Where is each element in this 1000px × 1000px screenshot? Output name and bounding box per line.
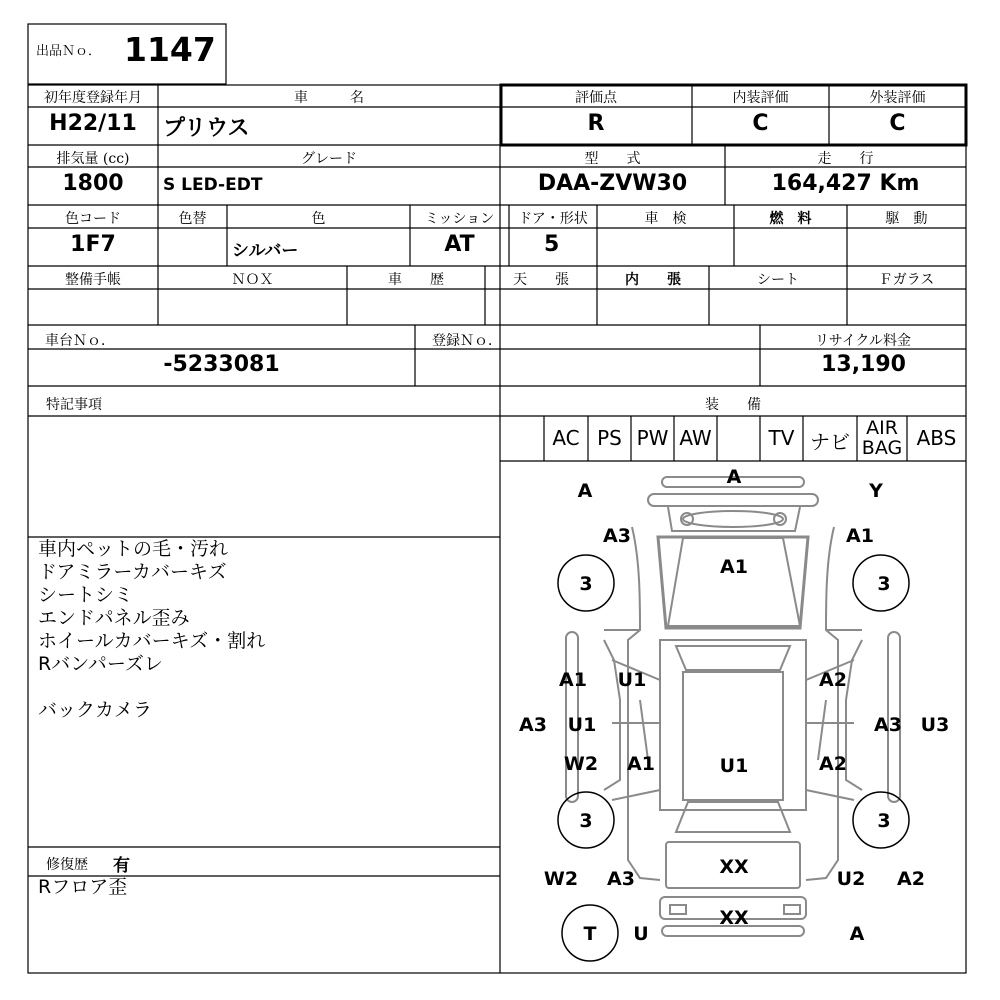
- chassis-label: 車台Ｎｏ．: [45, 333, 115, 349]
- damage-mark: A1: [559, 669, 587, 691]
- damage-mark: XX: [719, 856, 749, 878]
- exterior-label: 外装評価: [869, 90, 926, 106]
- repair-value: 有: [113, 856, 130, 876]
- car-name-value: プリウス: [163, 116, 250, 141]
- damage-mark: A2: [897, 868, 925, 890]
- damage-mark: A: [849, 923, 865, 945]
- reg-label: 初年度登録年月: [44, 90, 142, 106]
- seat-label: シート: [757, 272, 799, 288]
- mileage-label: 走 行: [817, 151, 874, 167]
- damage-mark: A3: [607, 868, 635, 890]
- grade-label: グレード: [301, 151, 357, 167]
- mileage-value: 164,427 Km: [771, 171, 920, 196]
- chassis-value: -5233081: [163, 352, 280, 377]
- equipment-item-pw: PW: [636, 426, 669, 450]
- damage-mark: U2: [836, 868, 866, 890]
- model-label: 型 式: [584, 151, 641, 167]
- lot-number: 1147: [124, 30, 216, 69]
- model-value: DAA-ZVW30: [537, 171, 688, 196]
- damage-mark: A1: [720, 556, 748, 578]
- car-name-label: 車 名: [294, 90, 364, 106]
- interior-label: 内装評価: [732, 90, 789, 106]
- lot-label: 出品Ｎｏ．: [36, 44, 102, 59]
- damage-mark: U3: [920, 714, 950, 736]
- note-line: 車内ペットの毛・汚れ: [38, 538, 229, 560]
- equipment-item-abs: ABS: [916, 426, 957, 450]
- interior-value: C: [752, 111, 769, 136]
- score-value: R: [587, 111, 605, 136]
- damage-mark: W2: [543, 868, 579, 890]
- grade-value: S LED-EDT: [163, 175, 263, 195]
- repair-label: 修復歴: [46, 857, 88, 873]
- recolor-label: 色替: [178, 211, 207, 227]
- damage-mark: W2: [563, 753, 599, 775]
- damage-mark: A3: [519, 714, 547, 736]
- damage-mark: A3: [603, 525, 631, 547]
- damage-mark: A: [577, 480, 593, 502]
- damage-mark: U1: [567, 714, 597, 736]
- damage-mark: U: [633, 923, 649, 945]
- damage-mark: T: [583, 923, 597, 945]
- nox-label: ＮＯＸ: [231, 272, 274, 288]
- exterior-value: C: [889, 111, 906, 136]
- door-label: ドア・形状: [518, 211, 588, 227]
- cc-label: 排気量 (cc): [56, 151, 130, 167]
- repair-detail: Rフロア歪: [38, 876, 128, 898]
- equipment-item-tv: TV: [768, 426, 795, 450]
- note-line: Rバンパーズレ: [38, 653, 163, 675]
- damage-mark: A1: [627, 753, 655, 775]
- damage-mark: U1: [617, 669, 647, 691]
- service-book-label: 整備手帳: [65, 272, 121, 288]
- inspection-label: 車 検: [644, 211, 687, 227]
- note-line: バックカメラ: [38, 699, 153, 721]
- damage-mark: 3: [877, 810, 891, 832]
- color-code-label: 色コード: [65, 211, 121, 227]
- damage-mark: A3: [874, 714, 902, 736]
- damage-mark: 3: [579, 573, 593, 595]
- reg-value: H22/11: [49, 111, 137, 136]
- damage-mark: A2: [819, 669, 847, 691]
- equipment-item-airbag: AIR BAG: [861, 417, 903, 459]
- equipment-item-ac: AC: [552, 426, 580, 450]
- damage-mark: 3: [579, 810, 593, 832]
- note-line: ホイールカバーキズ・割れ: [38, 630, 266, 652]
- recycle-label: リサイクル料金: [814, 333, 912, 349]
- door-value: 5: [544, 232, 560, 257]
- note-line: シートシミ: [38, 584, 134, 606]
- equipment-item-aw: AW: [679, 426, 712, 450]
- score-label: 評価点: [575, 90, 617, 106]
- interior-lining-label: 内 張: [625, 272, 681, 288]
- roof-label: 天 張: [513, 272, 569, 288]
- damage-mark: 3: [877, 573, 891, 595]
- color-value: シルバー: [232, 241, 299, 261]
- history-label: 車 歴: [388, 272, 444, 288]
- note-line: エンドパネル歪み: [38, 607, 190, 629]
- regno-label: 登録Ｎｏ．: [432, 333, 502, 349]
- note-line: ドアミラーカバーキズ: [38, 561, 227, 583]
- drive-label: 駆 動: [885, 211, 928, 227]
- equipment-item-ps: PS: [597, 426, 622, 450]
- color-code-value: 1F7: [70, 232, 116, 257]
- equipment-item-navi: ナビ: [810, 430, 850, 454]
- fuel-label: 燃 料: [769, 211, 812, 227]
- damage-mark: A: [726, 466, 742, 488]
- damage-mark: A1: [846, 525, 874, 547]
- equipment-label: 装 備: [705, 397, 761, 413]
- mission-value: AT: [444, 232, 475, 257]
- recycle-value: 13,190: [821, 352, 906, 377]
- cc-value: 1800: [62, 171, 124, 196]
- mission-label: ミッション: [424, 211, 495, 227]
- glass-label: Ｆガラス: [878, 272, 935, 288]
- damage-mark: XX: [719, 907, 749, 929]
- color-label: 色: [311, 211, 326, 227]
- damage-mark: Y: [869, 480, 883, 502]
- damage-mark: U1: [719, 755, 749, 777]
- damage-mark: A2: [819, 753, 847, 775]
- notes-label: 特記事項: [46, 397, 102, 413]
